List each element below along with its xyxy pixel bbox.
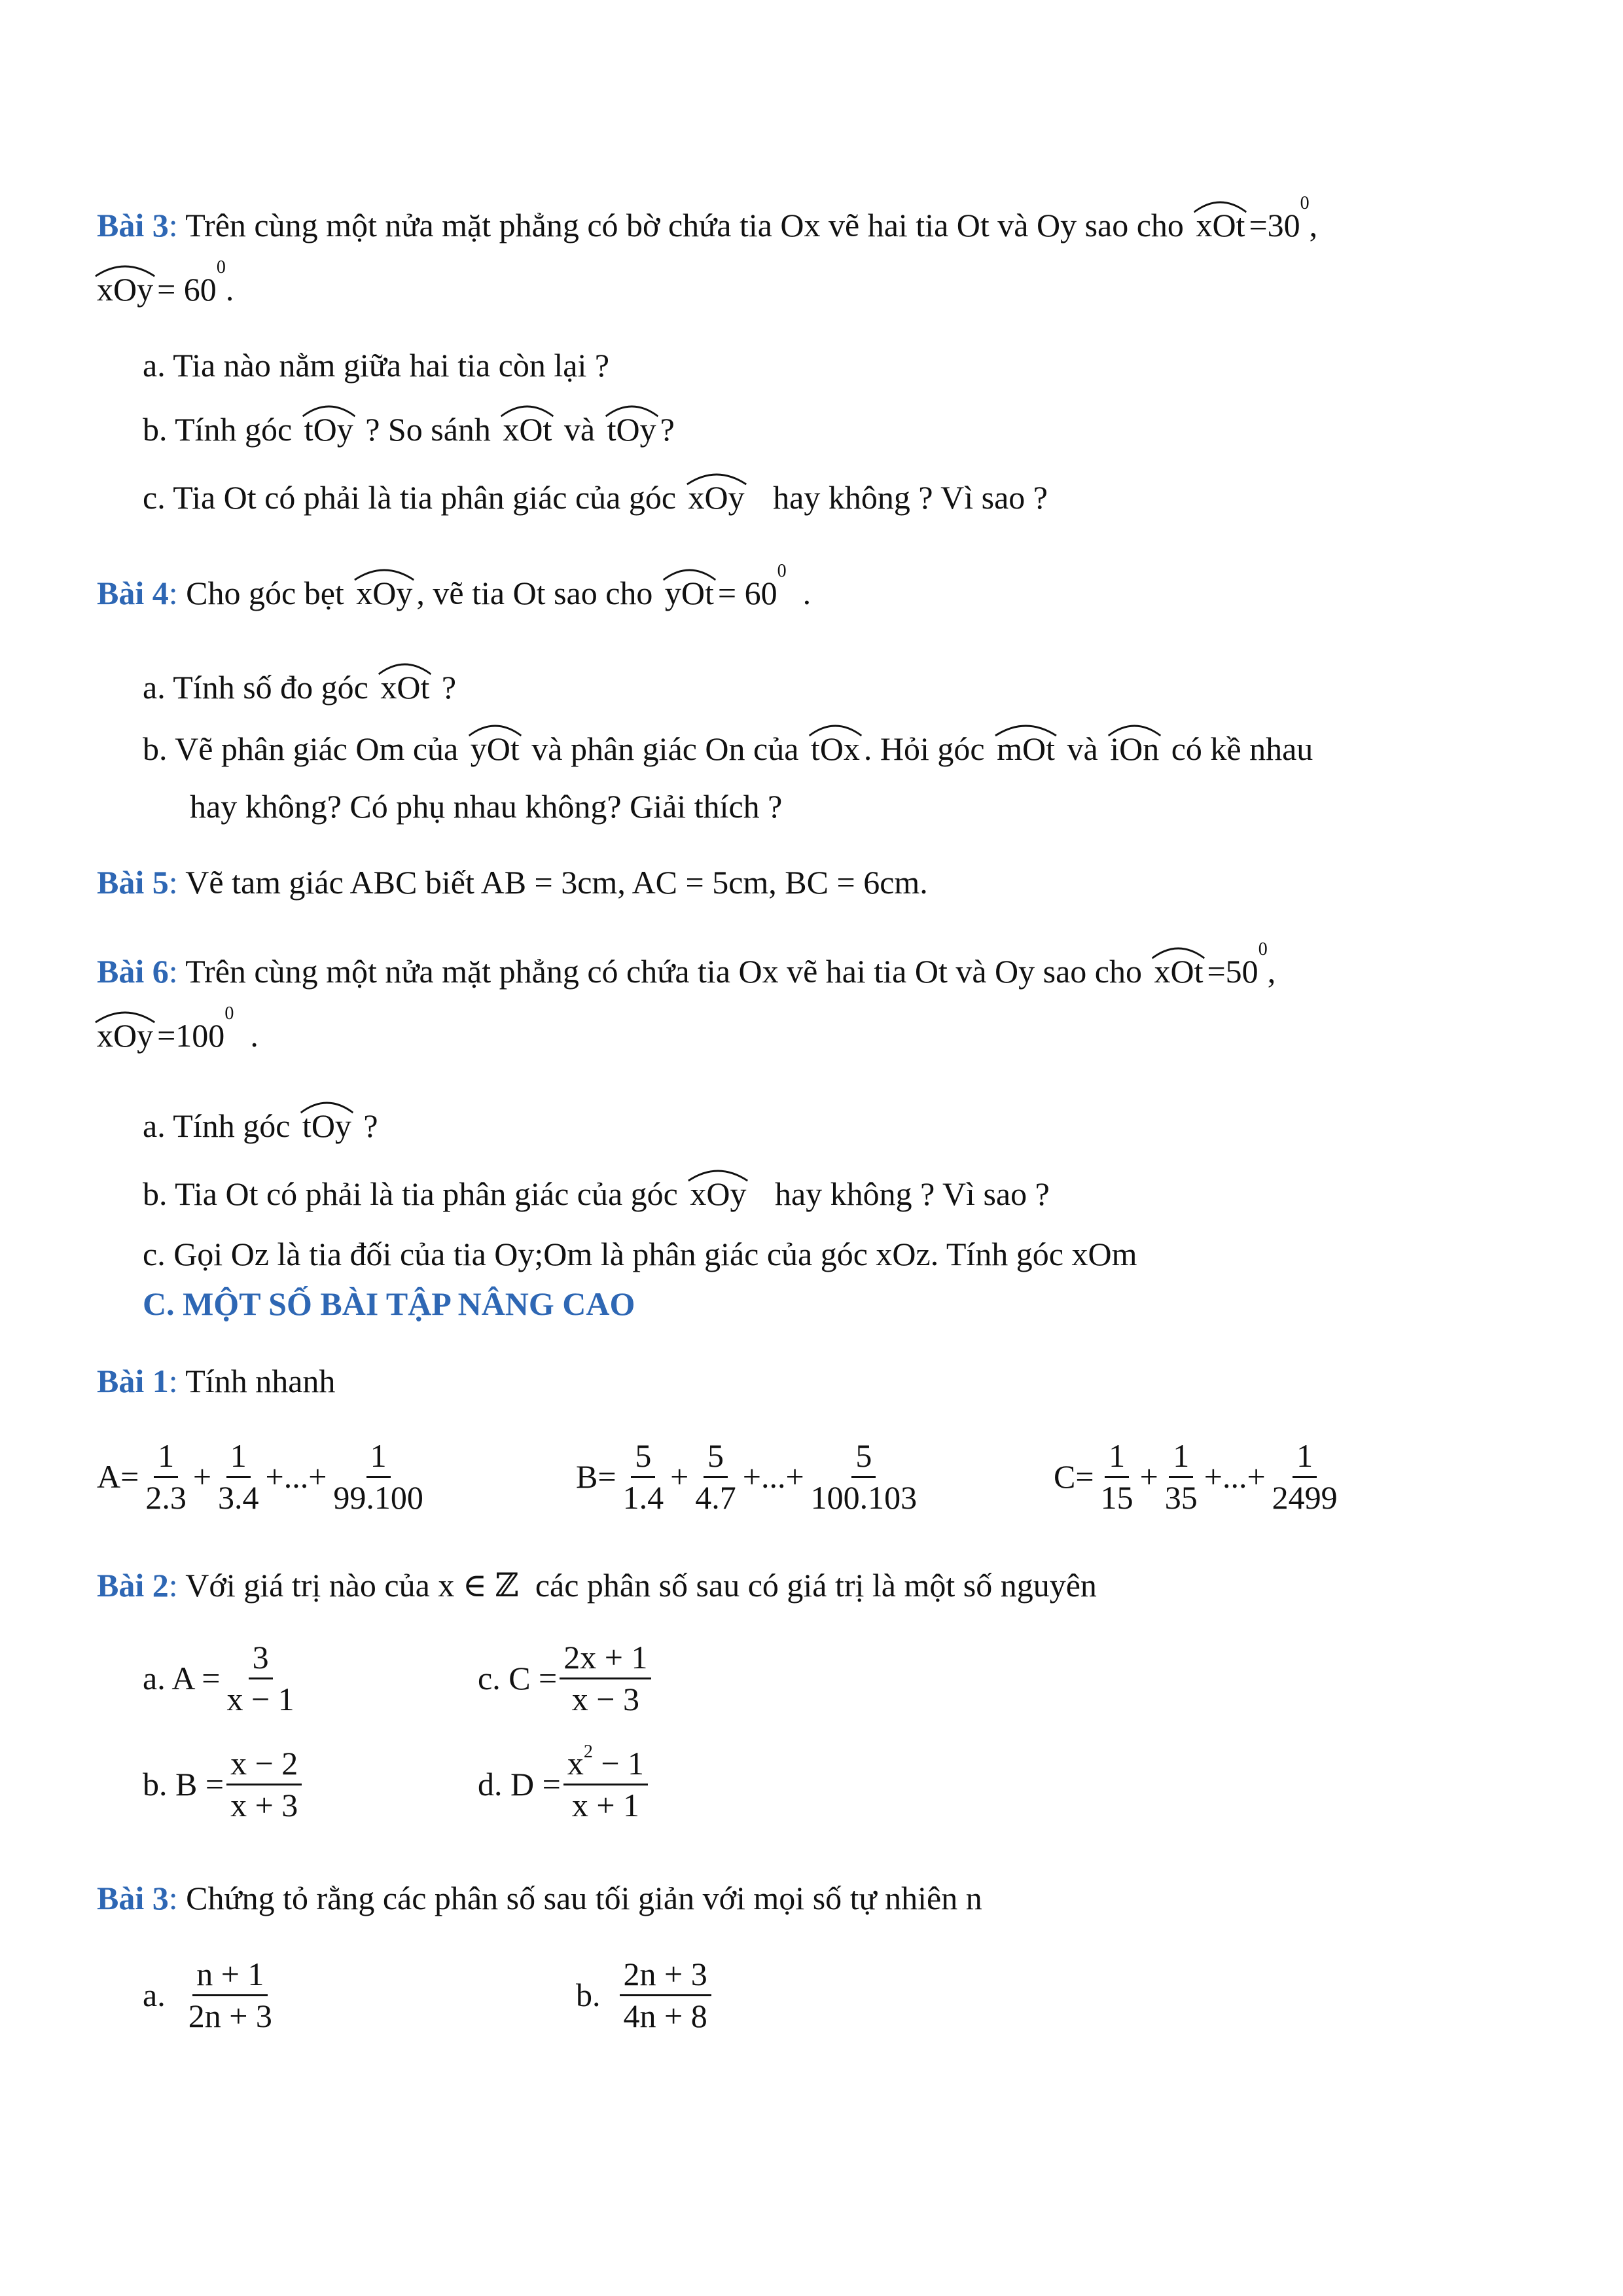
adv1-expr-a: A= $\frac{1}{2.3}$ + $\frac{1}{3.4}$ +...+ $\frac{1}{99.100}$ — [97, 1439, 430, 1515]
exercise-label: Bài 3 — [97, 1880, 169, 1916]
fraction: $\frac{1}{2.3}$ — [145, 1437, 187, 1516]
angle-xot: xOt — [380, 658, 429, 707]
fraction: $\frac{2n + 3}{4n + 8}$ — [620, 1957, 711, 2033]
angle-xot: xOt — [503, 401, 552, 449]
exercise-label: Bài 2 — [97, 1567, 169, 1604]
value: = 60 — [157, 271, 217, 308]
exercise-label: Bài 3 — [97, 207, 169, 243]
value: =30 — [1249, 207, 1300, 243]
ex3-item-a: a. Tia nào nằm giữa hai tia còn lại ? — [143, 347, 610, 384]
exercise-label: Bài 5 — [97, 864, 169, 901]
angle-xoy: xOy — [356, 564, 412, 613]
ex4-item-b: b. Vẽ phân giác Om của yOt và phân giác On của tOx . Hỏi góc mOt và iOn có kề nhau — [143, 720, 1313, 768]
ex4-item-b-cont: hay không? Có phụ nhau không? Giải thích ? — [190, 788, 783, 825]
ex4-item-a: a. Tính số đo góc xOt ? — [143, 658, 456, 707]
condition: x ∈ ℤ — [438, 1567, 519, 1604]
adv3-title: Bài 3: Chứng tỏ rằng các phân số sau tối giản với mọi số tự nhiên n — [97, 1880, 982, 1916]
ex3-statement: Trên cùng một nửa mặt phẳng có bờ chứa tia Ox vẽ hai tia Ot và Oy sao cho — [185, 207, 1184, 243]
adv2-title: Bài 2: Với giá trị nào của x ∈ ℤ các phân số sau có giá trị là một số nguyên — [97, 1567, 1097, 1604]
ex6-line1: Bài 6: Trên cùng một nửa mặt phẳng có chứa tia Ox vẽ hai tia Ot và Oy sao cho xOt $=50^0$, — [97, 939, 1276, 990]
fraction: $\frac{3}{x - 1}$ — [226, 1639, 294, 1717]
adv2-item-b: b. B = $\frac{x - 2}{x + 3}$ — [143, 1746, 304, 1822]
adv3-item-b: b. $\frac{2n + 3}{4n + 8}$ — [576, 1957, 714, 2033]
ex6-item-c: c. Gọi Oz là tia đối của tia Oy;Om là phân giác của góc xOz. Tính góc xOm — [143, 1236, 1137, 1272]
ex3-item-c: c. Tia Ot có phải là tia phân giác của góc xOy hay không ? Vì sao ? — [143, 469, 1048, 517]
fraction: $\frac{x - 2}{x + 3}$ — [226, 1746, 302, 1822]
adv2-item-c: c. C = $\frac{2x + 1}{x - 3}$ — [478, 1640, 654, 1716]
ex5-statement: Vẽ tam giác ABC biết AB = 3cm, AC = 5cm, BC = 6cm. — [185, 864, 928, 901]
angle-toy: tOy — [607, 401, 656, 449]
adv2-item-d: d. D = $\frac{x^2 - 1}{x + 1}$ — [478, 1746, 651, 1822]
ex3-item-b: b. Tính góc tOy ? So sánh xOt và tOy ? — [143, 401, 675, 449]
angle-xot: xOt — [1154, 942, 1203, 991]
ex3-line2: xOy = $60^0$. — [97, 260, 234, 309]
angle-mot: mOt — [997, 720, 1055, 768]
adv1-expr-c: C= $\frac{1}{15}$ + $\frac{1}{35}$ +...+ $\frac{1}{2499}$ — [1054, 1439, 1344, 1515]
fraction: $\frac{5}{1.4}$ — [622, 1437, 664, 1516]
adv3-item-a: a. $\frac{n + 1}{2n + 3}$ — [143, 1957, 279, 2033]
fraction: $\frac{1}{2499}$ — [1272, 1437, 1338, 1516]
degree: 0 — [216, 257, 226, 278]
angle-tox: tOx — [811, 720, 860, 768]
fraction: $\frac{1}{35}$ — [1164, 1437, 1198, 1516]
angle-xoy: xOy — [688, 469, 745, 517]
fraction: $\frac{1}{15}$ — [1100, 1437, 1133, 1516]
exercise-label: Bài 6 — [97, 953, 169, 990]
adv1-title: Bài 1: Tính nhanh — [97, 1363, 336, 1399]
adv1-expr-b: B= $\frac{5}{1.4}$ + $\frac{5}{4.7}$ +...+ $\frac{5}{100.103}$ — [576, 1439, 923, 1515]
fraction: $\frac{2x + 1}{x - 3}$ — [560, 1640, 651, 1716]
ex6-item-b: b. Tia Ot có phải là tia phân giác của góc xOy hay không ? Vì sao ? — [143, 1165, 1050, 1213]
exercise-label: Bài 1 — [97, 1363, 169, 1399]
angle-xoy: xOy — [97, 260, 153, 309]
label-colon: : — [168, 207, 178, 243]
angle-toy: tOy — [304, 401, 353, 449]
angle-toy: tOy — [302, 1097, 351, 1145]
angle-xoy: xOy — [690, 1165, 746, 1213]
adv2-item-a: a. A = $\frac{3}{x - 1}$ — [143, 1640, 301, 1716]
fraction: $\frac{5}{4.7}$ — [695, 1437, 736, 1516]
angle-xot: xOt — [1196, 196, 1245, 245]
angle-yot: yOt — [665, 564, 714, 613]
ex6-item-a: a. Tính góc tOy ? — [143, 1097, 378, 1145]
degree: 0 — [1300, 193, 1310, 213]
exercise-label: Bài 4 — [97, 575, 169, 611]
angle-ion: iOn — [1110, 720, 1159, 768]
ex3-line1: Bài 3: Trên cùng một nửa mặt phẳng có bờ chứa tia Ox vẽ hai tia Ot và Oy sao cho xOt $=30^0$, — [97, 193, 1318, 243]
angle-xoy: xOy — [97, 1007, 153, 1055]
fraction: $\frac{x^2 - 1}{x + 1}$ — [563, 1746, 648, 1822]
ex4-line1: Bài 4: Cho góc bẹt xOy , vẽ tia Ot sao cho yOt = $60^0$ . — [97, 561, 812, 611]
ex5: Bài 5: Vẽ tam giác ABC biết AB = 3cm, AC = 5cm, BC = 6cm. — [97, 864, 928, 901]
angle-yot: yOt — [471, 720, 520, 768]
fraction: $\frac{n + 1}{2n + 3}$ — [188, 1956, 272, 2034]
ex6-line2: xOy $=100^0$ . — [97, 1007, 259, 1055]
fraction: $\frac{5}{100.103}$ — [810, 1437, 918, 1516]
fraction: $\frac{1}{99.100}$ — [333, 1437, 423, 1516]
fraction: $\frac{1}{3.4}$ — [218, 1437, 259, 1516]
section-heading: C. MỘT SỐ BÀI TẬP NÂNG CAO — [143, 1285, 635, 1322]
